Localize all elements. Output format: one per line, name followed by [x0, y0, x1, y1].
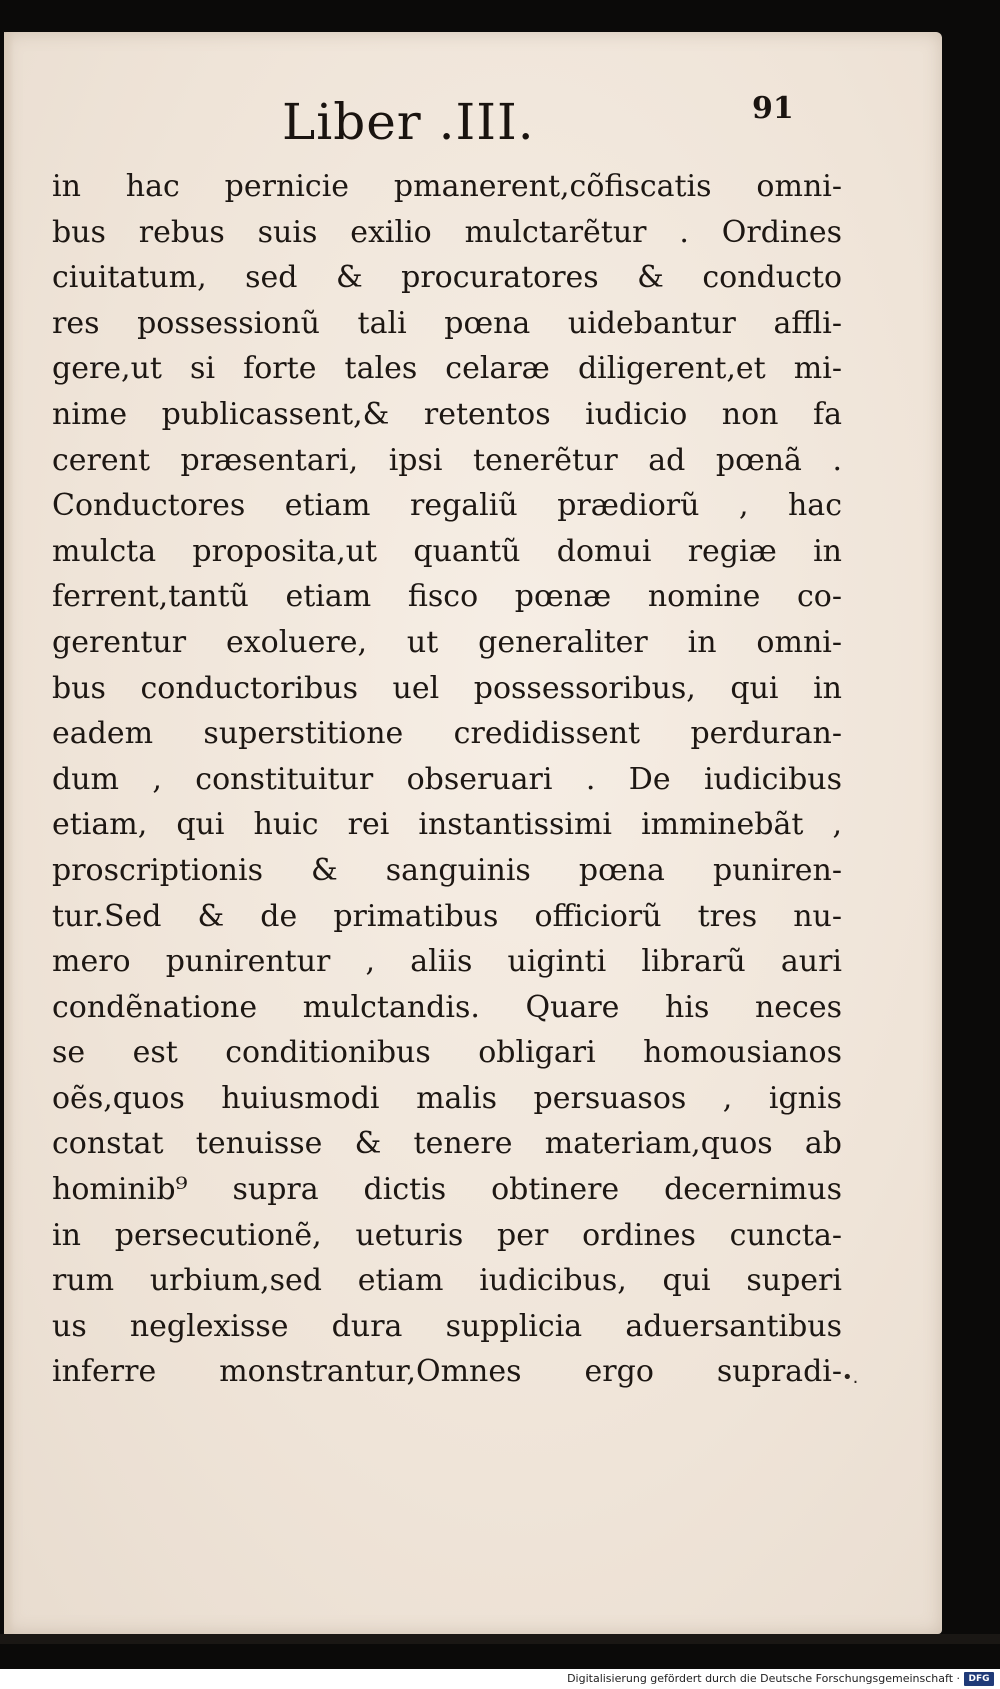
text-line: etiam, qui huic rei instantissimi imminebãt , — [52, 807, 842, 843]
text-line: ferrent,tantũ etiam fisco pœnæ nomine co- — [52, 579, 842, 615]
text-line: tur.Sed & de primatibus officiorũ tres nu- — [52, 898, 842, 934]
page-bottom-shadow — [0, 1634, 1000, 1644]
text-line: bus conductoribus uel possessoribus, qui in — [52, 670, 842, 706]
text-line: gere,ut si forte tales celaræ diligerent,et mi- — [52, 351, 842, 387]
footer-bar — [0, 1669, 1000, 1689]
text-line: dum , constituitur obseruari . De iudicibus — [52, 761, 842, 797]
text-line: mero punirentur , aliis uiginti librarũ auri — [52, 944, 842, 980]
text-line: inferre monstrantur,Omnes ergo supradi- — [52, 1354, 842, 1390]
text-line: se est conditionibus obligari homousianos — [52, 1035, 842, 1071]
text-line: res possessionũ tali pœna uidebantur affli- — [52, 305, 842, 341]
running-head — [4, 87, 942, 157]
dfg-logo-icon: DFG — [964, 1672, 994, 1686]
text-line: constat tenuisse & tenere materiam,quos ab — [52, 1126, 842, 1162]
text-line: proscriptionis & sanguinis pœna puniren- — [52, 852, 842, 888]
text-line: Conductores etiam regaliũ prædiorũ , hac — [52, 488, 842, 524]
text-line: us neglexisse dura supplicia aduersantibus — [52, 1308, 842, 1344]
text-line: in hac pernicie pmanerent,cõfiscatis omni- — [52, 169, 842, 204]
page-number: 91 — [752, 91, 794, 126]
text-line: cerent præsentari, ipsi tenerẽtur ad pœnã . — [52, 442, 842, 478]
stray-ink-mark: •. — [842, 1367, 859, 1388]
text-line: ciuitatum, sed & procuratores & conducto — [52, 260, 842, 296]
text-line: nime publicassent,& retentos iudicio non fa — [52, 396, 842, 432]
book-page — [4, 32, 942, 1634]
body-text — [52, 164, 842, 1395]
text-line: oẽs,quos huiusmodi malis persuasos , ignis — [52, 1080, 842, 1116]
text-line: gerentur exoluere, ut generaliter in omni- — [52, 624, 842, 660]
text-line: in persecutionẽ, ueturis per ordines cuncta- — [52, 1217, 842, 1253]
text-line: bus rebus suis exilio mulctarẽtur . Ordines — [52, 214, 842, 250]
text-line: rum urbium,sed etiam iudicibus, qui superi — [52, 1263, 842, 1299]
footer-credit: Digitalisierung gefördert durch die Deutsche Forschungsgemeinschaft · — [567, 1672, 960, 1685]
text-line: hominib⁹ supra dictis obtinere decernimus — [52, 1172, 842, 1208]
text-line: mulcta proposita,ut quantũ domui regiæ in — [52, 533, 842, 569]
text-line: condẽnatione mulctandis. Quare his neces — [52, 989, 842, 1025]
page-edge — [4, 32, 14, 1634]
text-line: eadem superstitione credidissent perduran- — [52, 716, 842, 752]
running-head-title: Liber .III. — [282, 93, 535, 151]
